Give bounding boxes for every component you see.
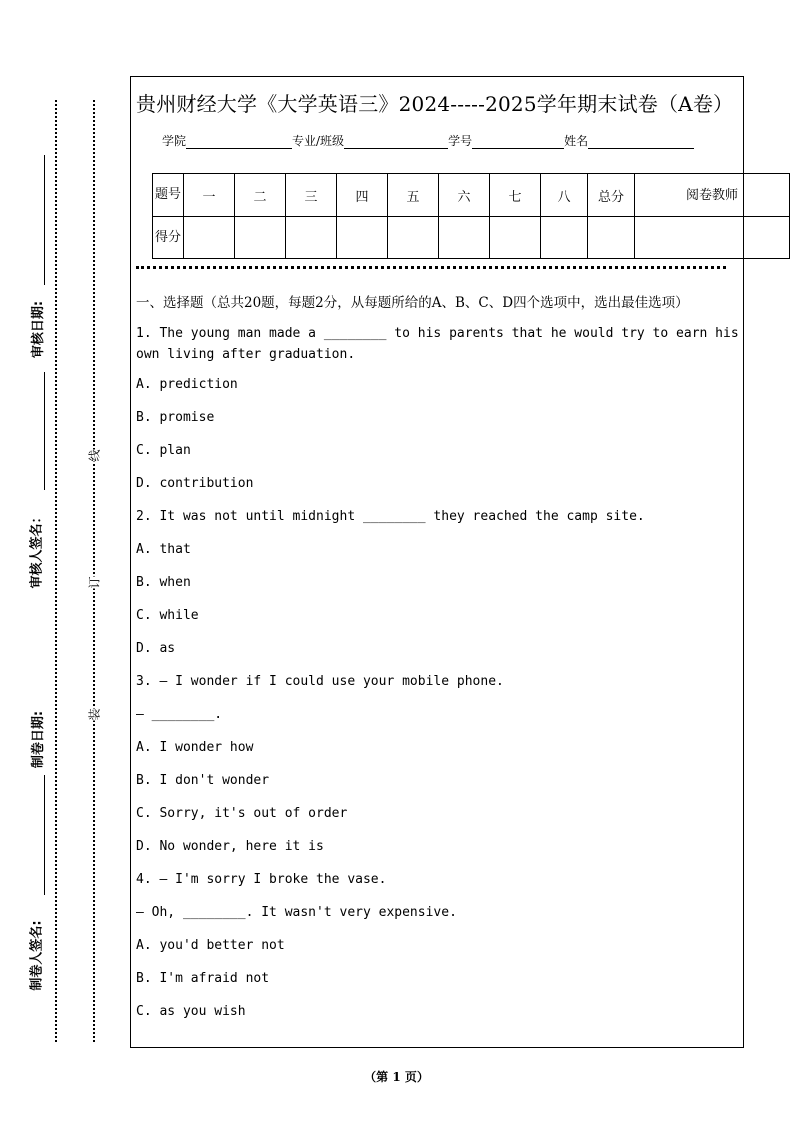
option-a[interactable]: A. that — [136, 542, 191, 557]
option-c[interactable]: C. as you wish — [136, 1004, 246, 1019]
option-c[interactable]: C. Sorry, it's out of order — [136, 806, 348, 821]
college-label: 学院 — [162, 134, 187, 148]
score-col-8: 八 — [541, 174, 588, 217]
dotted-binding-line-left — [55, 100, 57, 1042]
student-id-field[interactable] — [472, 136, 564, 149]
option-b[interactable]: B. promise — [136, 410, 215, 425]
score-col-1: 一 — [184, 174, 235, 217]
score-cell-7[interactable] — [490, 217, 541, 259]
score-cell-1[interactable] — [184, 217, 235, 259]
name-label: 姓名 — [564, 134, 589, 148]
college-field[interactable] — [186, 136, 292, 149]
exam-title: 贵州财经大学《大学英语三》2024-----2025学年期末试卷（A卷） — [136, 92, 734, 116]
student-id-label: 学号 — [448, 134, 473, 148]
score-col-5: 五 — [388, 174, 439, 217]
option-b[interactable]: B. I'm afraid not — [136, 971, 270, 986]
paper-date-label: 制卷日期: — [31, 710, 47, 769]
binding-char-line: 线 — [87, 449, 102, 462]
score-col-4: 四 — [337, 174, 388, 217]
option-d[interactable]: D. No wonder, here it is — [136, 839, 324, 854]
question-reply: — ________. — [136, 707, 223, 722]
review-date-line — [44, 155, 45, 285]
score-cell-8[interactable] — [541, 217, 588, 259]
option-c[interactable]: C. while — [136, 608, 199, 623]
binding-char-bind: 装 — [87, 708, 102, 721]
major-label: 专业/班级 — [292, 134, 345, 148]
option-b[interactable]: B. when — [136, 575, 191, 590]
score-table — [152, 173, 790, 259]
binding-char-order: 订 — [87, 576, 102, 589]
score-cell-2[interactable] — [235, 217, 286, 259]
question-stem: 4. — I'm sorry I broke the vase. — [136, 872, 387, 887]
review-date-label: 审核日期: — [31, 300, 47, 359]
score-table-row-label: 得分 — [153, 217, 184, 259]
option-a[interactable]: A. I wonder how — [136, 740, 254, 755]
score-cell-4[interactable] — [337, 217, 388, 259]
reviewer-signature-label: 审核人签名： — [29, 510, 45, 589]
question-stem: 2. It was not until midnight ________ they reached the camp site. — [136, 509, 645, 524]
option-d[interactable]: D. contribution — [136, 476, 254, 491]
question-stem: 1. The young man made a ________ to his parents that he would try to earn his own living after graduation. — [136, 326, 739, 362]
score-col-reviewer: 阅卷教师 — [635, 174, 790, 217]
score-col-2: 二 — [235, 174, 286, 217]
question-area — [136, 292, 742, 1036]
name-field[interactable] — [588, 136, 694, 149]
paper-maker-signature-label: 制卷人签名: — [29, 920, 45, 991]
score-cell-3[interactable] — [286, 217, 337, 259]
page-number: （第 1 页） — [364, 1070, 429, 1084]
question-stem: 3. — I wonder if I could use your mobile phone. — [136, 674, 504, 689]
score-table-row-label: 题号 — [153, 174, 184, 217]
paper-date-line — [44, 775, 45, 895]
score-cell-5[interactable] — [388, 217, 439, 259]
score-col-total: 总分 — [588, 174, 635, 217]
student-info-row — [162, 132, 694, 149]
dotted-binding-line-right — [93, 100, 95, 1042]
score-col-6: 六 — [439, 174, 490, 217]
score-cell-reviewer[interactable] — [635, 217, 790, 259]
reviewer-signature-line — [44, 372, 45, 490]
dotted-separator — [136, 266, 726, 269]
score-col-7: 七 — [490, 174, 541, 217]
score-col-3: 三 — [286, 174, 337, 217]
option-b[interactable]: B. I don't wonder — [136, 773, 270, 788]
option-a[interactable]: A. you'd better not — [136, 938, 285, 953]
score-cell-total[interactable] — [588, 217, 635, 259]
option-a[interactable]: A. prediction — [136, 377, 238, 392]
option-c[interactable]: C. plan — [136, 443, 191, 458]
question-reply: — Oh, ________. It wasn't very expensive. — [136, 905, 457, 920]
option-d[interactable]: D. as — [136, 641, 176, 656]
section-heading: 一、选择题（总共20题，每题2分，从每题所给的A、B、C、D四个选项中，选出最佳选项） — [136, 295, 689, 311]
major-field[interactable] — [344, 136, 448, 149]
score-cell-6[interactable] — [439, 217, 490, 259]
